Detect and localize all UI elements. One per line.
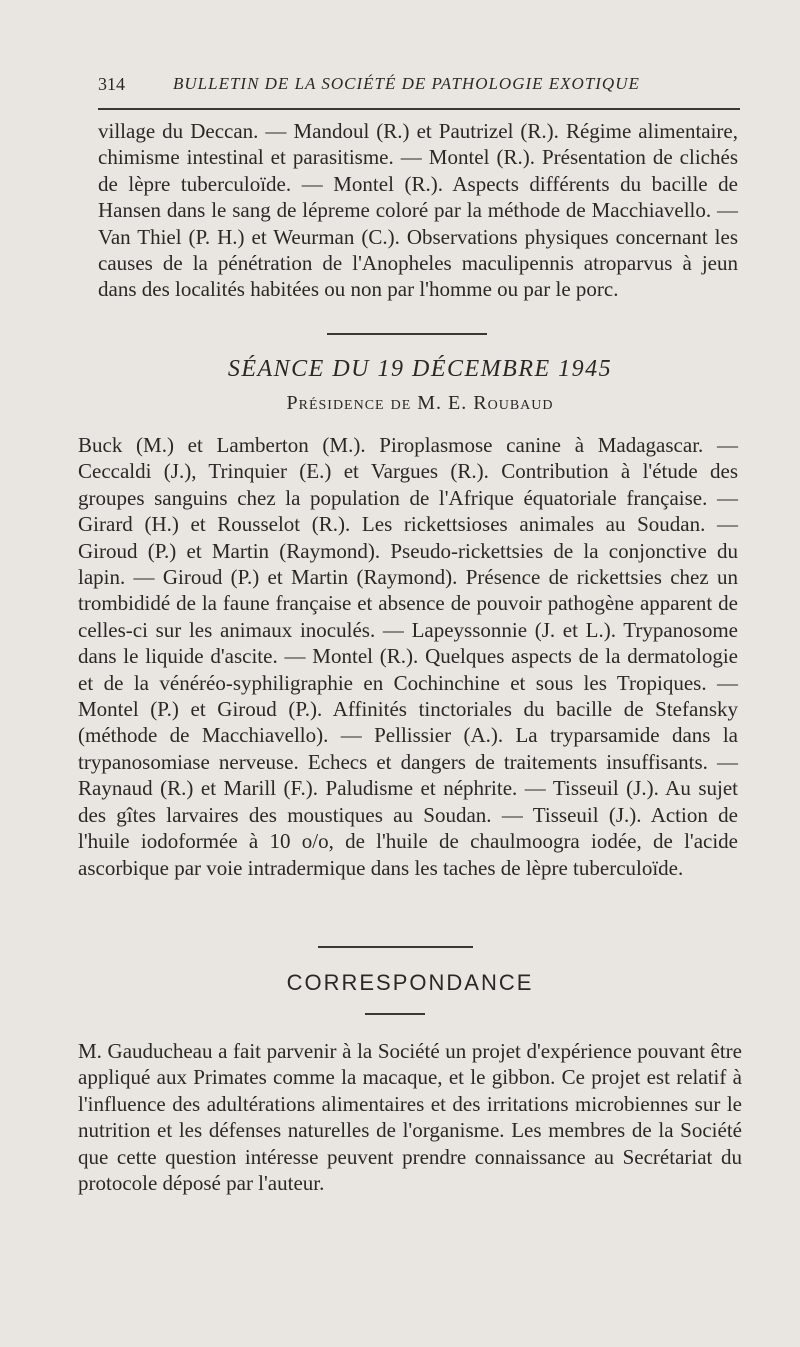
section-divider	[327, 333, 487, 335]
correspondance-paragraph: M. Gauducheau a fait parvenir à la Société un projet d'expérience pouvant être appliqué aux Primates comme la macaque, et le gibbon. Ce projet est relatif à l'influence des adultérations alimentaires et des irritations microbiennes sur le nutrition et les défenses naturelles de l'organisme. Les membres de la Société que cette question intéresse peuvent prendre connaissance au Secrétariat du protocole déposé par l'auteur.	[78, 1039, 742, 1196]
heading-underline	[365, 1013, 425, 1015]
session-presidence: Présidence de M. E. Roubaud	[286, 392, 554, 414]
section-divider	[318, 946, 473, 948]
page-number: 314	[98, 74, 125, 94]
previous-session-paragraph: village du Deccan. — Mandoul (R.) et Pautrizel (R.). Régime alimentaire, chimisme intestinal et parasitisme. — Montel (R.). Présentation de clichés de lèpre tuberculoïde. — Montel (R.). Aspects différents du bacille de Hansen dans le sang de lépreme coloré par la méthode de Macchiavello. — Van Thiel (P. H.) et Weurman (C.). Observations physiques concernant les causes de la pénétration de l'Anopheles maculipennis atroparvus à jeun dans des localités habitées ou non par l'homme ou par le porc.	[98, 119, 738, 302]
running-header	[98, 66, 740, 110]
correspondance-heading: CORRESPONDANCE	[286, 970, 534, 995]
journal-title: BULLETIN DE LA SOCIÉTÉ DE PATHOLOGIE EXOTIQUE	[173, 74, 640, 93]
session-communications: Buck (M.) et Lamberton (M.). Piroplasmose canine à Madagascar. — Ceccaldi (J.), Trinquier (E.) et Vargues (R.). Contribution à l'étude des groupes sanguins chez la population de l'Afrique équatoriale française. — Girard (H.) et Rousselot (R.). Les rickettsioses animales au Soudan. — Giroud (P.) et Martin (Raymond). Pseudo-rickettsies de la conjonctive du lapin. — Giroud (P.) et Martin (Raymond). Présence de rickettsies chez un trombididé de la faune française et absence de pouvoir pathogène apparent de celles-ci sur les animaux inoculés. — Lapeyssonnie (J. et L.). Trypanosome dans le liquide d'ascite. — Montel (R.). Quelques aspects de la dermatologie et de la vénéréo-syphiligraphie en Cochinchine et sous les Tropiques. — Montel (P.) et Giroud (P.). Affinités tinctoriales du bacille de Stefansky (méthode de Macchiavello). — Pellissier (A.). La tryparsamide dans la trypanosomiase nerveuse. Echecs et dangers de traitements insuffisants. — Raynaud (R.) et Marill (F.). Paludisme et néphrite. — Tisseuil (J.). Au sujet des gîtes larvaires des moustiques au Soudan. — Tisseuil (J.). Action de l'huile iodoformée à 10 o/o, de l'huile de chaulmoogra iodée, de l'acide ascorbique par voie intradermique dans les taches de lèpre tuberculoïde.	[78, 433, 738, 880]
session-title: SÉANCE DU 19 DÉCEMBRE 1945	[227, 356, 613, 382]
